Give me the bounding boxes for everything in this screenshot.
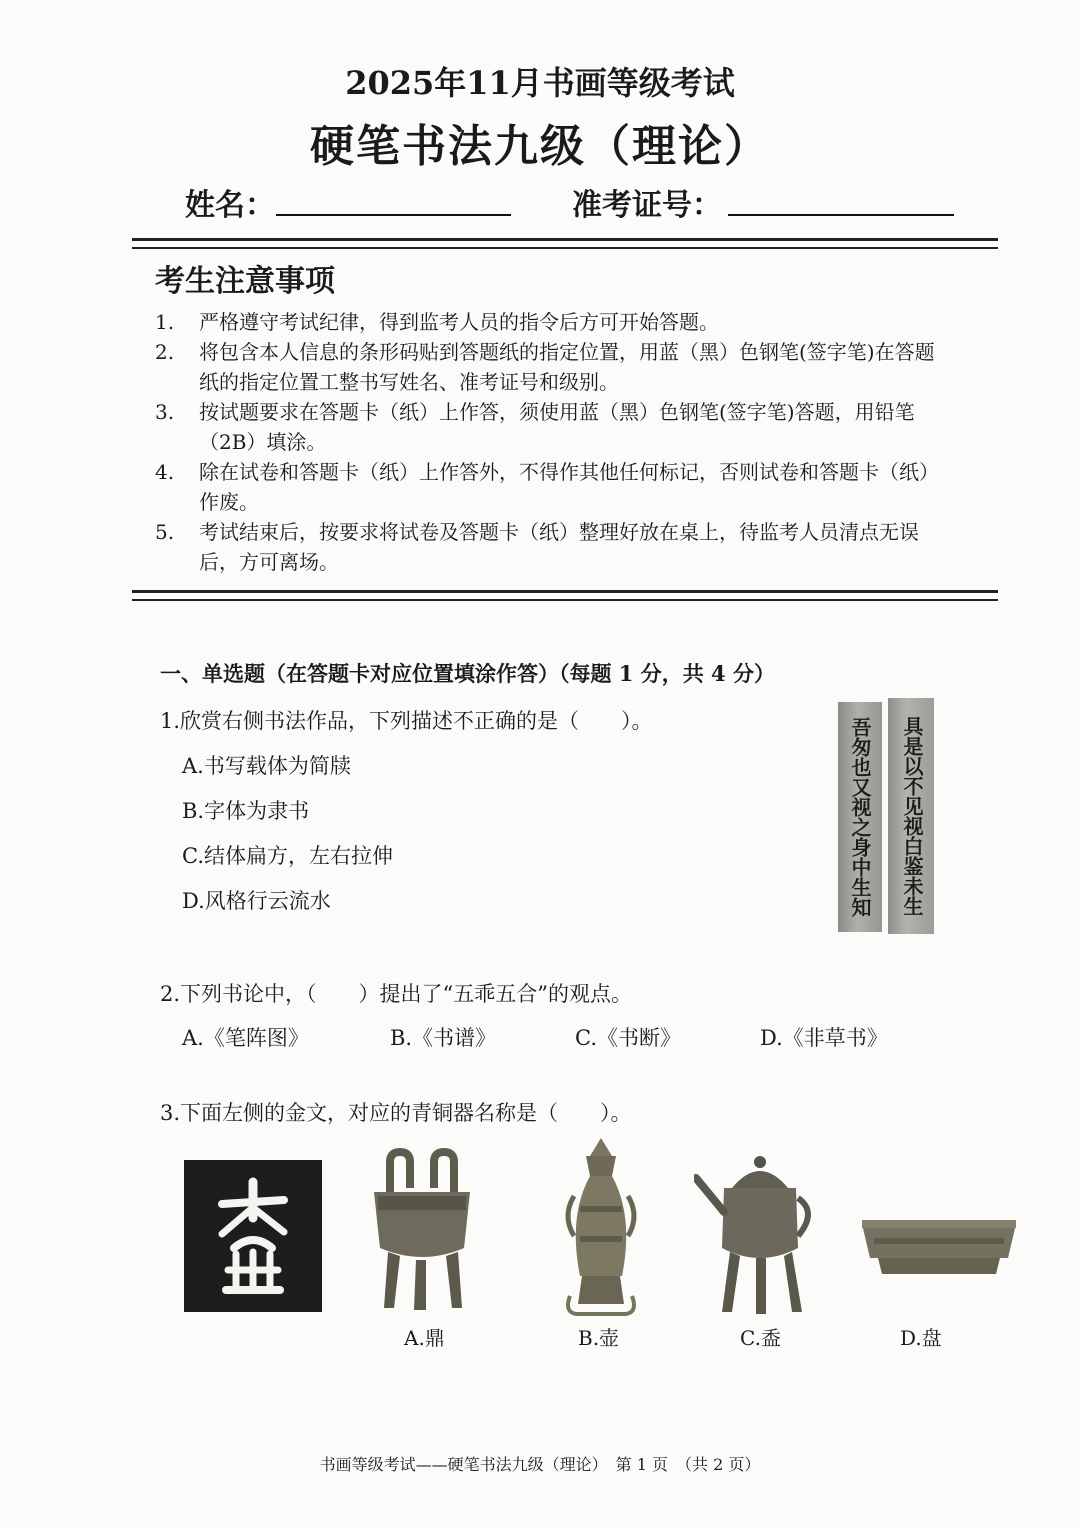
notice-text: 考试结束后，按要求将试卷及答题卡（纸）整理好放在桌上，待监考人员清点无误后，方可离场。 xyxy=(199,520,919,574)
question-2-option-d[interactable]: D.《非草书》 xyxy=(760,1026,888,1050)
notice-text: 严格遵守考试纪律，得到监考人员的指令后方可开始答题。 xyxy=(199,310,719,334)
question-3-option-c[interactable]: C.盉 xyxy=(740,1326,781,1350)
question-2-option-a[interactable]: A.《笔阵图》 xyxy=(182,1026,309,1050)
section-heading: 一、单选题（在答题卡对应位置填涂作答）（每题 1 分，共 4 分） xyxy=(160,661,775,686)
bronze-pan-image xyxy=(860,1214,1018,1280)
notice-item xyxy=(155,457,955,517)
exam-id-field[interactable] xyxy=(728,184,954,216)
notice-number: 1. xyxy=(155,310,175,334)
notice-item xyxy=(155,397,955,457)
bronze-ding-image xyxy=(368,1148,476,1316)
question-3-stem: 3.下面左侧的金文，对应的青铜器名称是（ ）。 xyxy=(160,1101,632,1125)
notice-text: 将包含本人信息的条形码贴到答题纸的指定位置，用蓝（黑）色钢笔(签字笔)在答题纸的指定位置工整书写姓名、准考证号和级别。 xyxy=(199,340,935,394)
bronze-hu-image xyxy=(560,1136,642,1316)
exam-title: 2025年11月书画等级考试 xyxy=(345,64,735,102)
bamboo-slip-right xyxy=(888,698,934,934)
notice-text: 除在试卷和答题卡（纸）上作答外，不得作其他任何标记，否则试卷和答题卡（纸）作废。 xyxy=(199,460,939,514)
slip-right-text: 具是以不见视白鉴未生 xyxy=(900,716,924,916)
notice-item xyxy=(155,337,955,397)
notice-heading: 考生注意事项 xyxy=(155,264,335,299)
question-3-option-d[interactable]: D.盘 xyxy=(900,1326,942,1350)
notice-number: 4. xyxy=(155,460,175,484)
top-divider xyxy=(132,238,998,249)
question-2-option-c[interactable]: C.《书断》 xyxy=(575,1026,681,1050)
question-1-option-c[interactable]: C.结体扁方，左右拉伸 xyxy=(182,844,393,868)
question-3-option-a[interactable]: A.鼎 xyxy=(404,1326,445,1350)
notice-number: 2. xyxy=(155,340,175,364)
notice-number: 3. xyxy=(155,400,175,424)
notice-item xyxy=(155,307,955,337)
question-3-option-b[interactable]: B.壶 xyxy=(578,1326,620,1350)
name-label: 姓名： xyxy=(185,188,275,223)
question-2-stem: 2.下列书论中，（ ）提出了“五乖五合”的观点。 xyxy=(160,982,633,1006)
jinwen-rubbing-image xyxy=(184,1160,322,1312)
exam-subtitle: 硬笔书法九级（理论） xyxy=(310,121,770,172)
notice-text: 按试题要求在答题卡（纸）上作答，须使用蓝（黑）色钢笔(签字笔)答题，用铅笔（2B）填涂。 xyxy=(199,400,915,454)
slip-left-text: 吾匆也又视之身中生知 xyxy=(848,717,872,917)
question-1-option-b[interactable]: B.字体为隶书 xyxy=(182,799,310,823)
bottom-divider xyxy=(132,590,998,601)
question-1-stem: 1.欣赏右侧书法作品，下列描述不正确的是（ ）。 xyxy=(160,709,653,733)
page-footer: 书画等级考试——硬笔书法九级（理论） 第 1 页 （共 2 页） xyxy=(319,1455,761,1474)
question-1-option-d[interactable]: D.风格行云流水 xyxy=(182,889,331,913)
notice-number: 5. xyxy=(155,520,175,544)
bamboo-slips-image xyxy=(836,698,948,934)
exam-id-label: 准考证号： xyxy=(572,188,722,223)
question-2-option-b[interactable]: B.《书谱》 xyxy=(390,1026,497,1050)
bamboo-slip-left xyxy=(838,702,882,932)
question-1-option-a[interactable]: A.书写载体为简牍 xyxy=(182,754,351,778)
name-field[interactable] xyxy=(276,184,511,216)
bronze-he-image xyxy=(694,1152,820,1316)
notice-item xyxy=(155,517,955,577)
